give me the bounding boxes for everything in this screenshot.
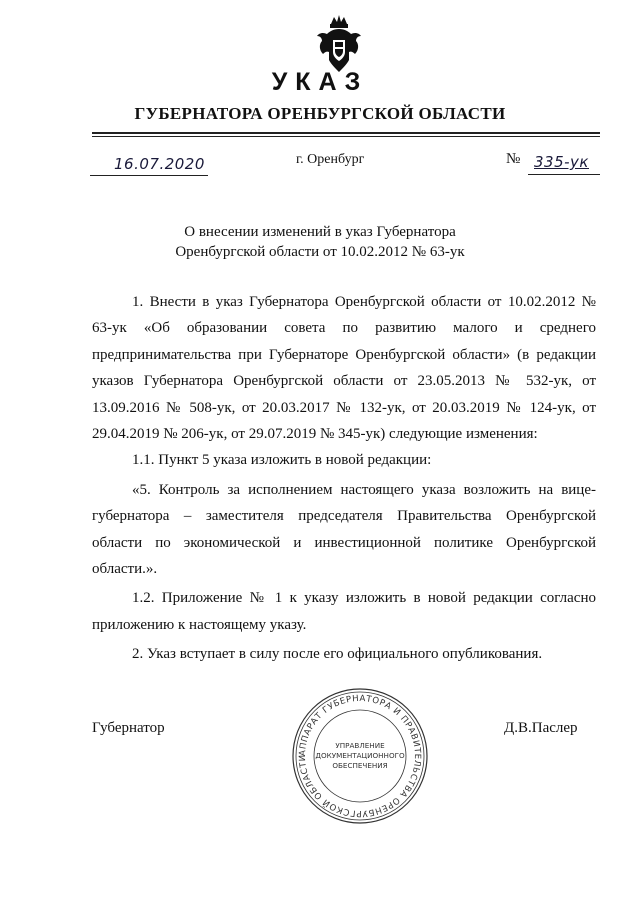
number-label: № xyxy=(506,151,521,167)
seal-ring-text: АППАРАТ ГУБЕРНАТОРА И ПРАВИТЕЛЬСТВА ОРЕНБУРГСКОЙ ОБЛАСТИ xyxy=(297,693,423,819)
seal-line-1: УПРАВЛЕНИЕ xyxy=(335,741,385,750)
subject-line-1: О внесении изменений в указ Губернатора xyxy=(184,224,456,240)
official-seal-stamp xyxy=(290,686,430,826)
decree-city: г. Оренбург xyxy=(296,152,365,167)
decree-number: 335-ук xyxy=(534,153,589,171)
date-field xyxy=(90,153,208,176)
coat-of-arms-icon xyxy=(316,14,362,74)
subject-line-2: Оренбургской области от 10.02.2012 № 63-ук xyxy=(175,244,465,260)
decree-issuer: ГУБЕРНАТОРА ОРЕНБУРГСКОЙ ОБЛАСТИ xyxy=(134,104,506,123)
decree-date: 16.07.2020 xyxy=(114,155,205,173)
paragraph-1-2: 1.2. Приложение № 1 к указу изложить в новой редакции согласно приложению к настоящему указу. xyxy=(92,590,596,633)
decree-body xyxy=(92,289,596,668)
seal-line-3: ОБЕСПЕЧЕНИЯ xyxy=(332,761,388,770)
seal-line-2: ДОКУМЕНТАЦИОННОГО xyxy=(315,751,405,760)
document-subject xyxy=(0,222,640,262)
paragraph-1: 1. Внести в указ Губернатора Оренбургской области от 10.02.2012 № 63-ук «Об образовании совета по развитию малого и среднего предпринимательства при Губернаторе Оренбургской области» (в редакции указов Губернатора Оренбургской области от 23.05.2013 № 532-ук, от 13.09.2016 № 508-ук, от 20.03.2017 № 132-ук, от 20.03.2019 № 124-ук, от 29.04.2019 № 206-ук, от 29.07.2019 № 345-ук) следующие изменения: xyxy=(92,294,596,443)
header-divider xyxy=(92,132,600,134)
paragraph-quote: «5. Контроль за исполнением настоящего указа возложить на вице-губернатора – заместителя председателя Правительства Оренбургской области по экономической и инвестиционной политике Оренбургской области.». xyxy=(92,481,596,578)
number-field xyxy=(528,152,600,175)
decree-title: УКАЗ xyxy=(271,68,369,96)
signatory-position: Губернатор xyxy=(92,720,165,736)
paragraph-1-1: 1.1. Пункт 5 указа изложить в новой редакции: xyxy=(132,452,432,469)
header-divider-thin xyxy=(92,136,600,137)
signatory-name: Д.В.Паслер xyxy=(504,720,578,736)
paragraph-2: 2. Указ вступает в силу после его официального опубликования. xyxy=(132,646,543,663)
